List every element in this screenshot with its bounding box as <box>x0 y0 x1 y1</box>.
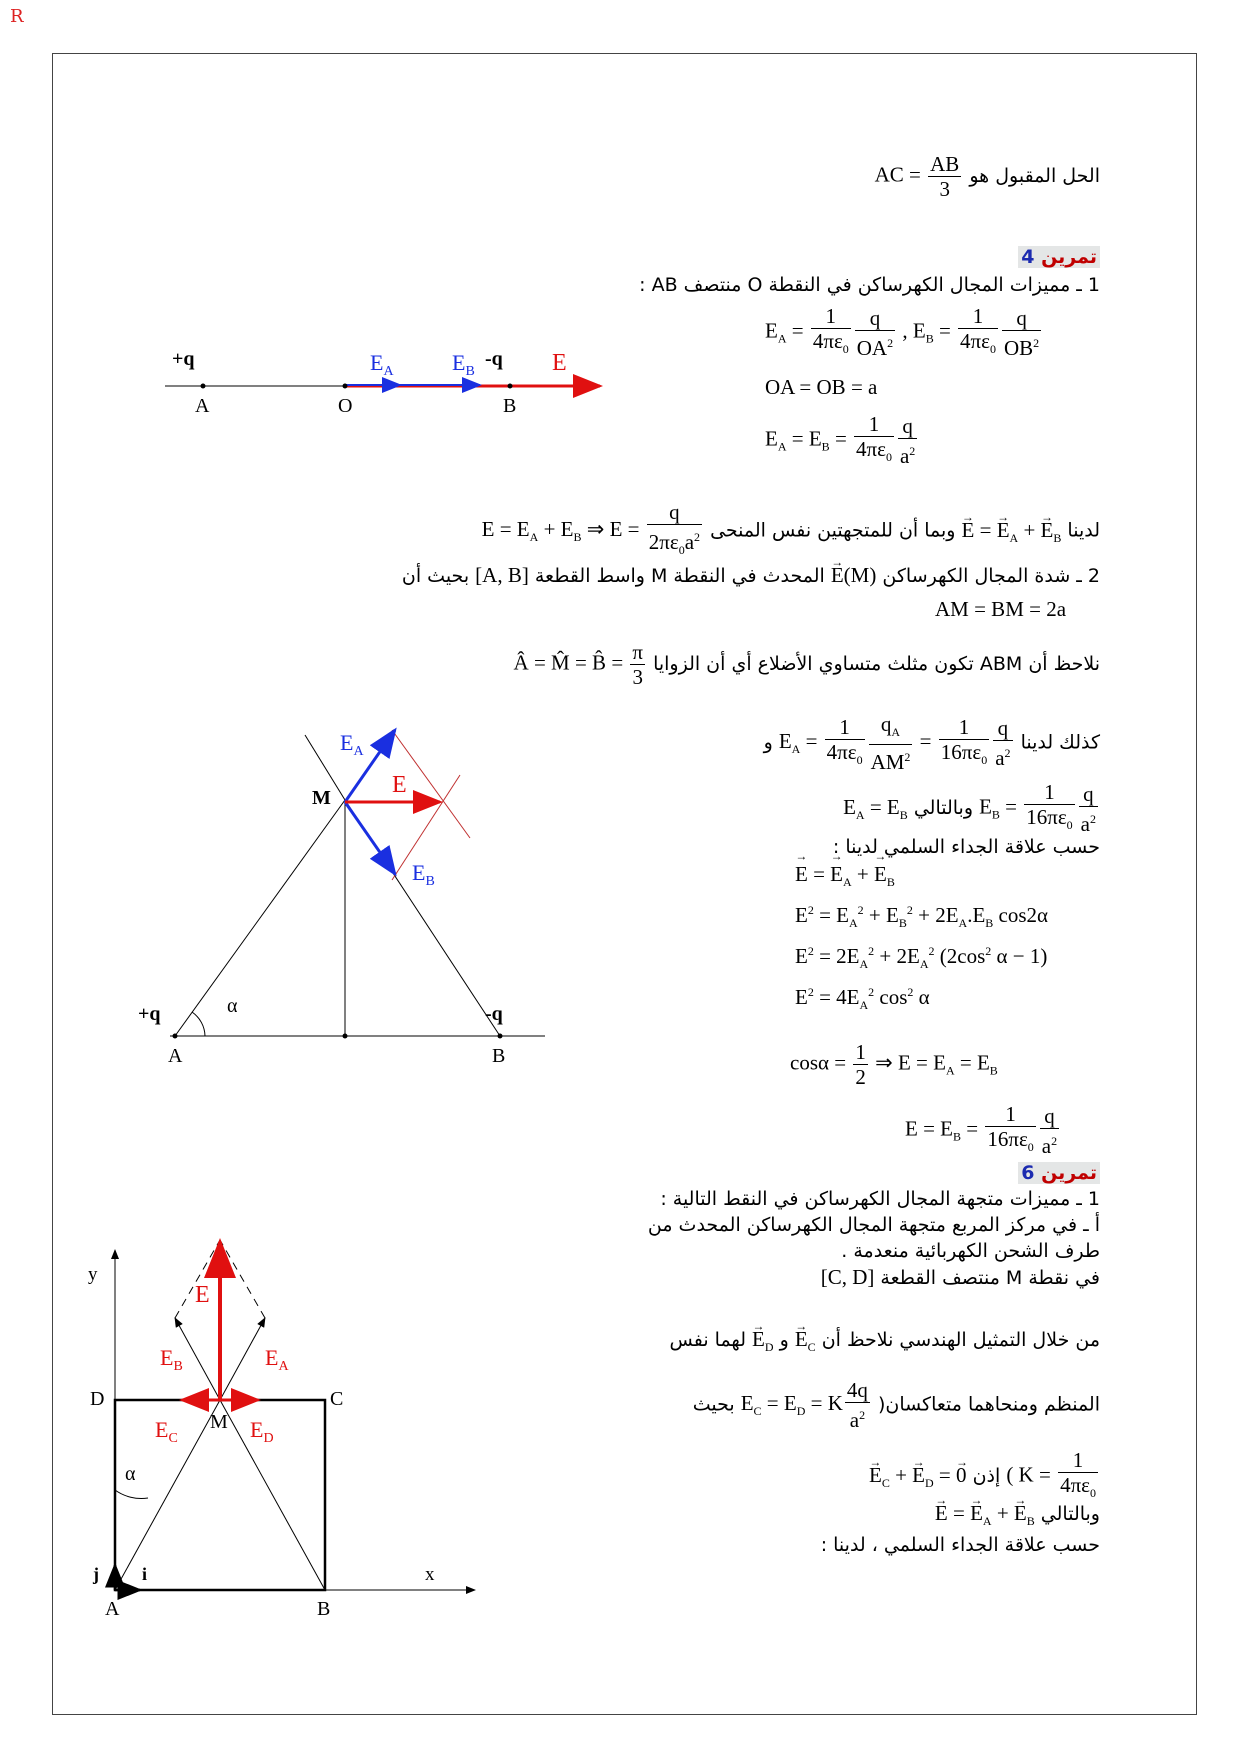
ex6-a2: طرف الشحن الكهربائية منعدمة . <box>841 1240 1100 1262</box>
label-b: B <box>492 1045 506 1067</box>
ex4-eq-cos: cosα = $\frac{1}{2}$ ⇒ $E = E_A = E_B$ <box>790 1040 998 1089</box>
label-i: i <box>142 1564 148 1584</box>
label-e: E <box>195 1282 210 1308</box>
label-ea: $E_A$ <box>340 730 364 759</box>
ex4-q2: 2 ـ شدة المجال الكهرساكن → E(M) المحدث في النقطة M واسط القطعة [A, B] بحيث أن <box>402 562 1100 589</box>
label-x: x <box>425 1564 435 1585</box>
ex4-eq-final: $E = E_B$ = $\frac{1}{16\pi\varepsilon_0}$ $\frac{q}{a^2}$ <box>905 1102 1058 1158</box>
ex4-title: تمرين 4 <box>1018 244 1100 270</box>
label-e: E <box>552 350 567 376</box>
ex6-norm: المنظم ومنحاهما متعاكسان( $E_C = E_D = K$ $\frac{4q}{a^2}$ بحيث <box>692 1378 1100 1432</box>
ex6-title: تمرين 6 <box>1018 1160 1100 1186</box>
figure-1-axis <box>160 340 610 420</box>
label-ea: $E_A$ <box>265 1345 289 1374</box>
ex4-eq-e2-3: $E^2 = 4E_A^2$ $\cos^2 \alpha$ <box>795 985 930 1013</box>
label-eb: $E_B$ <box>412 860 435 889</box>
corner-mark: R <box>10 6 24 27</box>
ex4-eq-oa: OA = OB = a <box>765 375 878 399</box>
label-plus-q: +q <box>138 1003 161 1025</box>
label-b: B <box>503 395 517 417</box>
label-o: O <box>338 395 353 417</box>
label-alpha: α <box>227 995 238 1017</box>
label-d: D <box>90 1388 105 1410</box>
label-plus-q: +q <box>172 348 195 370</box>
label-alpha: α <box>125 1463 136 1485</box>
ex6-then: ( K = $\frac{1}{4\pi\varepsilon_0}$ إذن → $E_C$ + → $E_D$ = → 0 <box>869 1448 1100 1505</box>
ex6-scalar-rel: حسب علاقة الجداء السلمي ، لدينا : <box>820 1534 1100 1556</box>
ex6-q1: 1 ـ مميزات متجهة المجال الكهرساكن في النقط التالية : <box>660 1188 1100 1210</box>
label-minus-q: -q <box>485 1003 503 1025</box>
ex4-also-line: كذلك لدينا $E_A$ = $\frac{1}{4\pi\varepsilon_0}$ $\frac{q_A}{AM^2}$ = $\frac{1}{16\pi\varepsilon_0}$ $\frac{q}{a^2}$ و <box>763 712 1100 775</box>
label-minus-q: -q <box>485 348 503 370</box>
solution-eq: AC = $\frac{AB}{3}$ <box>874 152 960 201</box>
label-m: M <box>312 787 331 809</box>
ex6-geom: من خلال التمثيل الهندسي نلاحظ أن → $E_C$ و → $E_D$ لهما نفس <box>670 1326 1101 1360</box>
ex4-eq-e2-1: $E^2 = E_A^2 + E_B^2 + 2E_A.E_B$ cos2α <box>795 903 1049 931</box>
label-a: A <box>105 1598 120 1620</box>
label-ed: $E_D$ <box>250 1417 274 1446</box>
ex4-eb-line: $E_B$ = $\frac{1}{16\pi\varepsilon_0}$ $\frac{q}{a^2}$ وبالتالي $E_A = E_B$ <box>843 780 1096 836</box>
label-m: M <box>210 1411 228 1433</box>
label-e: E <box>392 772 407 798</box>
ex4-eq-vec-sum: → E = → $E_A$ + → $E_B$ <box>795 862 895 890</box>
label-a: A <box>195 395 210 417</box>
ex4-note-triangle: نلاحظ أن ABM تكون مثلث متساوي الأضلاع أي أن الزوايا Â = M̂ = B̂ = $\frac{\pi}{3}$ <box>513 640 1100 689</box>
ex4-line-e: لدينا → E = → $E_A$ + → $E_B$ وبما أن للمتجهتين نفس المنحى $E = E_A + E_B$ ⇒ E = $\frac{q}{2\pi\varepsilon_0a^2}$ <box>482 500 1100 562</box>
ex6-b1: في نقطة M منتصف القطعة [C, D] <box>820 1265 1100 1289</box>
label-ec: $E_C$ <box>155 1417 178 1446</box>
label-eb: $E_B$ <box>452 350 475 379</box>
ex6-thus: وبالتالي → E = → $E_A$ + → $E_B$ <box>935 1500 1100 1534</box>
label-y: y <box>88 1264 98 1285</box>
ex4-scalar-rel: حسب علاقة الجداء السلمي لدينا : <box>832 836 1100 858</box>
solution-label: الحل المقبول هو <box>969 165 1100 187</box>
label-a: A <box>168 1045 183 1067</box>
ex4-eq-e2-2: $E^2 = 2E_A^2 + 2E_A^2$ ($2\cos^2$ α − 1) <box>795 944 1048 972</box>
label-c: C <box>330 1388 344 1410</box>
solution-line <box>875 152 1100 201</box>
ex4-eq-am: AM = BM = 2a <box>935 597 1067 621</box>
label-j: j <box>93 1564 99 1584</box>
ex4-q1: 1 ـ مميزات المجال الكهرساكن في النقطة O منتصف AB : <box>639 274 1100 296</box>
label-b: B <box>317 1598 331 1620</box>
ex6-a1: أ ـ في مركز المربع متجهة المجال الكهرساكن المحدث من <box>647 1214 1100 1236</box>
ex4-eq-ea-eb-a: $E_A = E_B$ = $\frac{1}{4\pi\varepsilon_0}$ $\frac{q}{a^2}$ <box>765 412 916 468</box>
label-eb: $E_B$ <box>160 1345 183 1374</box>
ex4-eq-ea-eb: $E_A$ = $\frac{1}{4\pi\varepsilon_0}$ $\frac{q}{OA^2}$ , $E_B$ = $\frac{1}{4\pi\varepsilon_0}$ $\frac{q}{OB^2}$ <box>765 304 1040 360</box>
label-ea: $E_A$ <box>370 350 394 379</box>
figure-2-triangle <box>130 720 570 1075</box>
vector-eb <box>345 802 395 874</box>
figure-3-square <box>85 1200 495 1630</box>
